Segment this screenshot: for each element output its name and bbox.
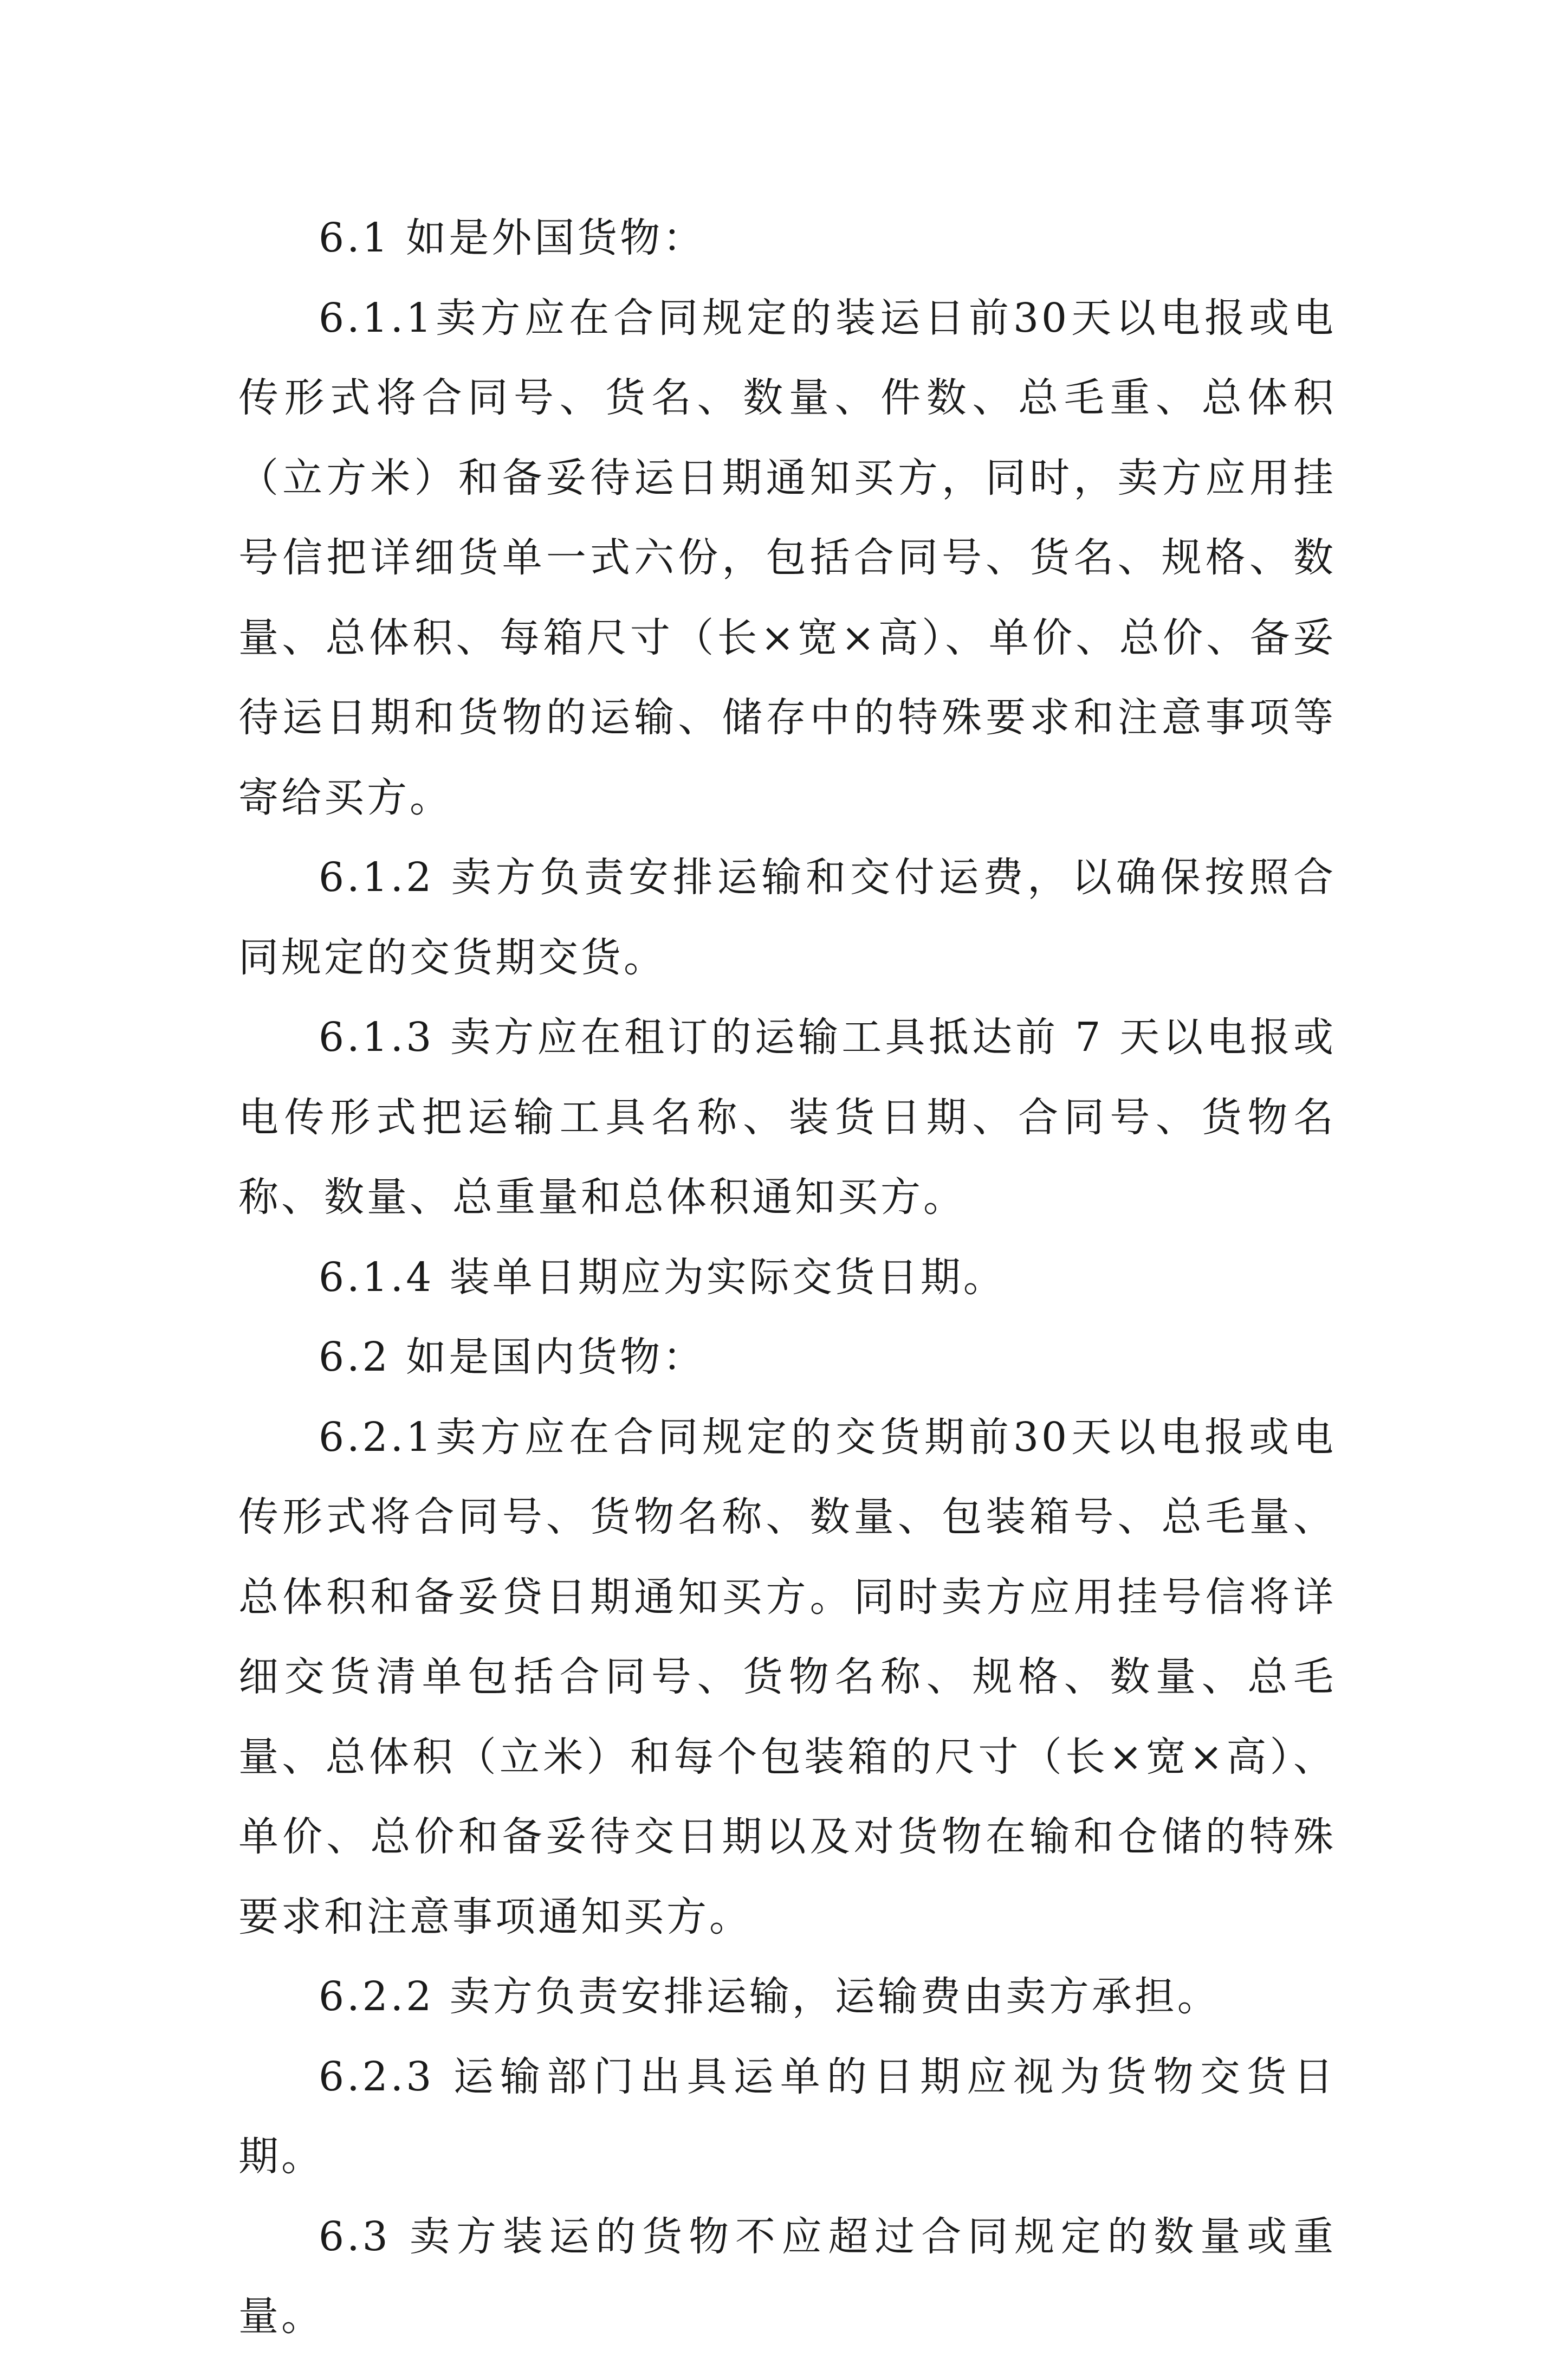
document-body	[238, 198, 1336, 2357]
paragraph-6-2-2: 6.2.2 卖方负责安排运输，运输费由卖方承担。	[319, 1973, 1220, 2020]
paragraph-6-2-1: 6.2.1卖方应在合同规定的交货期前30天以电报或电传形式将合同号、货物名称、数量、包装箱号、总毛量、总体积和备妥贷日期通知买方。同时卖方应用挂号信将详细交货清单包括合同号、货物名称、规格、数量、总毛量、总体积（立米）和每个包装箱的尺寸（长×宽×高）、单价、总价和备妥待交日期以及对货物在输和仓储的特殊要求和注意事项通知买方。	[238, 1413, 1336, 1940]
paragraph-6-2-3: 6.2.3 运输部门出具运单的日期应视为货物交货日期。	[238, 2053, 1336, 2180]
paragraph-6-2: 6.2 如是国内货物：	[319, 1334, 706, 1380]
paragraph-6-3: 6.3 卖方装运的货物不应超过合同规定的数量或重量。	[238, 2213, 1336, 2340]
paragraph-6-1-2: 6.1.2 卖方负责安排运输和交付运费，以确保按照合同规定的交货期交货。	[238, 854, 1336, 981]
paragraph-6-1: 6.1 如是外国货物：	[319, 215, 706, 261]
paragraph-6-1-1: 6.1.1卖方应在合同规定的装运日前30天以电报或电传形式将合同号、货名、数量、件数、总毛重、总体积（立方米）和备妥待运日期通知买方，同时，卖方应用挂号信把详细货单一式六份，包括合同号、货名、规格、数量、总体积、每箱尺寸（长×宽×高）、单价、总价、备妥待运日期和货物的运输、储存中的特殊要求和注意事项等寄给买方。	[238, 294, 1336, 821]
paragraph-6-1-4: 6.1.4 装单日期应为实际交货日期。	[319, 1254, 1006, 1301]
paragraph-6-1-3: 6.1.3 卖方应在租订的运输工具抵达前 7 天以电报或电传形式把运输工具名称、装货日期、合同号、货物名称、数量、总重量和总体积通知买方。	[238, 1014, 1336, 1221]
